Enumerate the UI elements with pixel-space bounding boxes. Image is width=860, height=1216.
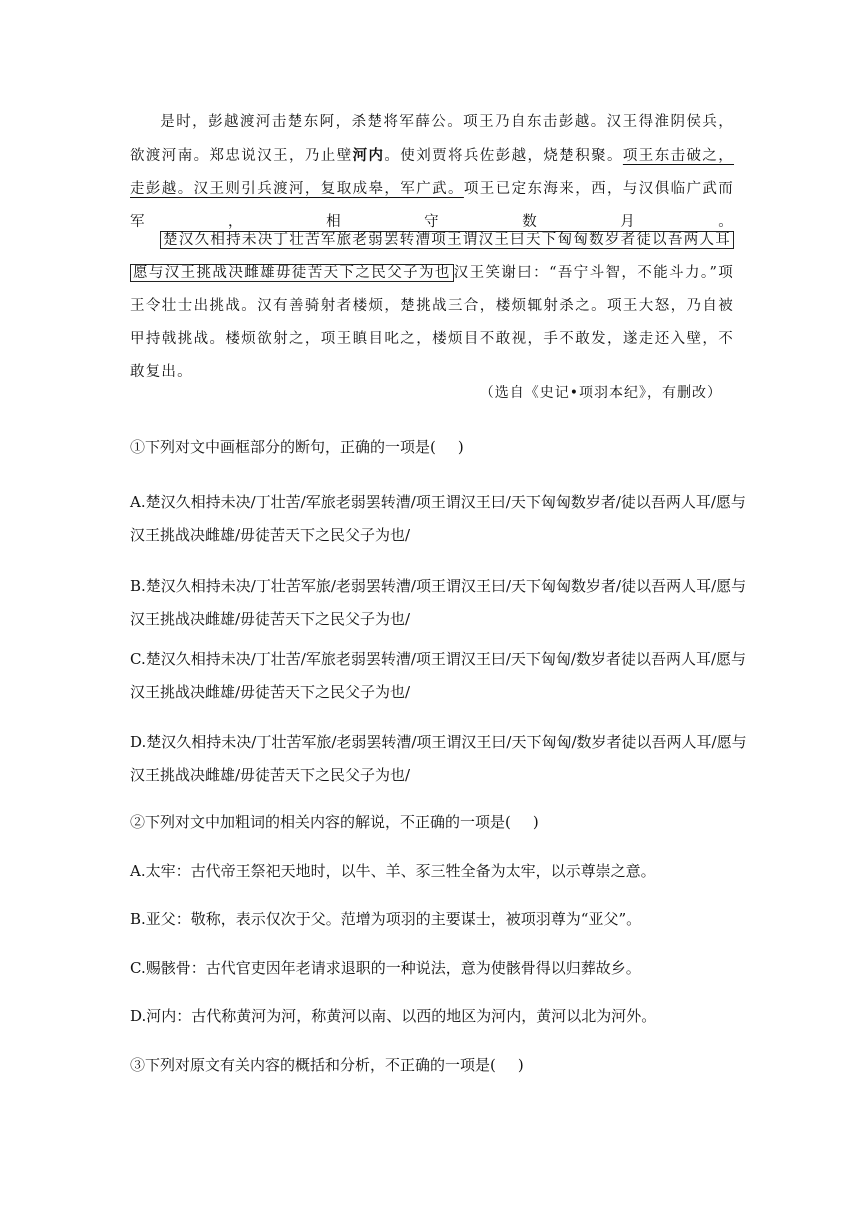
question-2-option-b: B.亚父：敬称，表示仅次于父。范增为项羽的主要谋士，被项羽尊为“亚父”。 [130,910,642,928]
underlined-sentence: 项王东击破之，走彭越。汉王则引兵渡河，复取成皋，军广武。 [130,148,735,197]
question-1-option-d: D.楚汉久相持未决/丁壮苦军旅/老弱罢转漕/项王谓汉王曰/天下匈匈/数岁者徒以吾两人耳/愿与汉王挑战决雌雄/毋徒苦天下之民父子为也/ [130,733,747,784]
passage-text: 项王已定东海来，西，与汉俱临广武而军，相守数月。 [130,181,735,230]
question-2-option-c: C.赐骸骨：古代官吏因年老请求退职的一种说法，意为使骸骨得以归葬故乡。 [130,959,641,977]
question-1-option-b: B.楚汉久相持未决/丁壮苦军旅/老弱罢转漕/项王谓汉王曰/天下匈匈数岁者/徒以吾两人耳/愿与汉王挑战决雌雄/毋徒苦天下之民父子为也/ [130,577,747,628]
passage-text: 汉王笑谢曰：“吾宁斗智，不能斗力。”项王令壮士出挑战。汉有善骑射者楼烦，楚挑战三合，楼烦辄射杀之。项王大怒，乃自被甲持戟挑战。楼烦欲射之，项王瞋目叱之，楼烦目不敢视，手不敢发，遂走还入壁，不敢复出。 [130,265,734,380]
bold-term-henei: 河内 [352,147,385,164]
source-citation: （选自《史记•项羽本纪》，有删改） [479,385,722,401]
question-2-stem: ②下列对文中加粗词的相关内容的解说，不正确的一项是( ) [130,813,539,831]
passage-text: 是时，彭越渡河击楚东阿，杀楚将军薛公。项王乃自东击彭越。汉王得淮阴侯兵，欲渡河南。郑忠说汉王，乃止壁 [130,114,734,164]
passage-paragraph-1 [130,106,734,239]
boxed-passage: 楚汉久相持未决丁壮苦军旅老弱罢转漕项王谓汉王曰天下匈匈数岁者徒以吾两人耳愿与汉王挑战决雌雄毋徒苦天下之民父子为也 [130,231,734,282]
question-1-option-c: C.楚汉久相持未决/丁壮苦/军旅老弱罢转漕/项王谓汉王曰/天下匈匈/数岁者徒以吾两人耳/愿与汉王挑战决雌雄/毋徒苦天下之民父子为也/ [130,650,747,701]
question-3-stem: ③下列对原文有关内容的概括和分析，不正确的一项是( ) [130,1056,524,1074]
passage-paragraph-2 [130,224,734,389]
question-2-option-d: D.河内：古代称黄河为河，称黄河以南、以西的地区为河内，黄河以北为河外。 [130,1007,657,1025]
question-1-option-a: A.楚汉久相持未决/丁壮苦/军旅老弱罢转漕/项王谓汉王曰/天下匈匈数岁者/徒以吾两人耳/愿与汉王挑战决雌雄/毋徒苦天下之民父子为也/ [130,493,746,544]
question-1-stem: ①下列对文中画框部分的断句，正确的一项是( ) [130,438,464,456]
question-2-option-a: A.太牢：古代帝王祭祀天地时，以牛、羊、豕三牲全备为太牢，以示尊崇之意。 [130,862,656,880]
passage-text: 。使刘贾将兵佐彭越，烧楚积聚。 [384,148,623,164]
